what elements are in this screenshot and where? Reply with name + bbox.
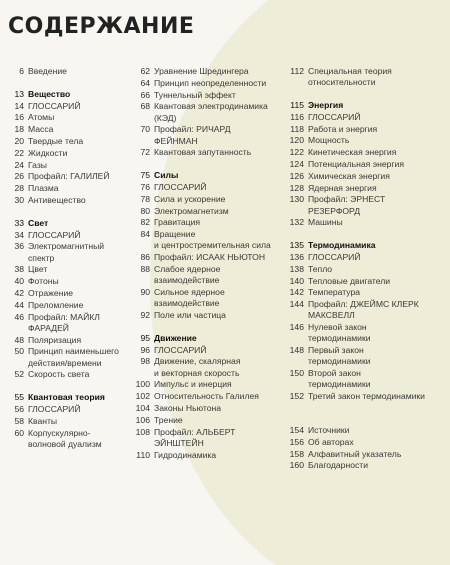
section-spacer [4,78,124,89]
toc-entry[interactable] [284,112,446,123]
toc-column-2 [130,66,280,461]
toc-entry-title: Преломление [28,299,84,310]
toc-entry[interactable] [130,66,280,77]
toc-entry[interactable] [130,147,280,158]
toc-page-number: 158 [289,448,304,459]
toc-entry-title: Работа и энергия [308,123,378,134]
toc-entry[interactable] [130,310,280,321]
toc-entry[interactable] [4,369,124,380]
toc-entry[interactable] [284,368,446,390]
toc-page-number: 66 [140,89,150,100]
toc-entry[interactable] [284,425,446,436]
toc-entry-title: Первый закон термодинамики [308,345,371,367]
toc-page-number: 106 [135,414,150,425]
toc-entry[interactable] [130,403,280,414]
toc-entry-title: Слабое ядерное взаимодействие [154,263,221,286]
toc-entry-title: Кванты [28,415,58,426]
section-spacer [284,403,446,414]
toc-page-number: 124 [289,158,304,169]
toc-entry[interactable] [284,322,446,344]
toc-page-number: 86 [140,252,150,263]
toc-entry-title: Уравнение Шредингера [154,66,249,76]
toc-entry-title: ГЛОССАРИЙ [28,403,81,414]
toc-entry-title: Алфавитный указатель [308,448,402,459]
toc-entry[interactable] [4,230,124,241]
toc-entry-title: Корпускулярно- волновой дуализм [28,427,102,449]
toc-entry[interactable] [4,183,124,194]
toc-entry-title: Поле или частица [154,309,226,320]
toc-entry[interactable] [284,66,446,88]
toc-column-1 [4,66,124,451]
toc-entry[interactable] [284,124,446,135]
toc-entry-title: Движение, скалярная и векторная скорость [154,356,241,378]
toc-entry-title: Термодинамика [308,240,376,251]
toc-page-number: 6 [19,66,24,76]
toc-entry-title: Принцип наименьшего действия/времени [28,346,119,368]
section-spacer [130,322,280,333]
section-spacer [284,229,446,240]
toc-entry-title: Импульс и инерция [154,379,232,390]
toc-page-number: 156 [289,436,304,447]
toc-page-number: 98 [140,356,150,367]
toc-entry[interactable] [130,391,280,402]
toc-page-number: 26 [14,171,24,182]
toc-section-heading[interactable] [130,170,280,181]
toc-page-number: 122 [289,147,304,158]
toc-entry-title: Сила и ускорение [154,193,226,204]
toc-entry[interactable] [284,276,446,287]
toc-entry-title: Законы Ньютона [154,402,222,413]
toc-page-number: 126 [289,170,304,181]
toc-entry[interactable] [130,287,280,309]
toc-entry-title: Антивещество [28,194,86,205]
toc-entry-title: Температура [308,287,361,298]
toc-entry-title: ГЛОССАРИЙ [28,229,81,240]
toc-entry-title: Электромагнетизм [154,205,229,216]
toc-entry[interactable] [4,276,124,287]
toc-entry-title: Химическая энергия [308,170,390,181]
toc-entry[interactable] [130,124,280,146]
toc-page-number: 118 [290,123,304,134]
toc-entry[interactable] [130,206,280,217]
toc-entry-title: Об авторах [308,436,354,447]
toc-entry[interactable] [284,449,446,460]
toc-entry[interactable] [4,124,124,135]
toc-entry-title: Фотоны [28,276,59,287]
toc-entry-title: Электромагнитный спектр [28,241,105,263]
toc-entry-title: Относительность Галилея [154,391,259,402]
toc-entry-title: Вещество [28,88,71,99]
toc-page-number: 132 [289,217,304,228]
toc-page-number: 82 [140,217,150,228]
toc-entry-title: Машины [308,217,343,228]
toc-entry[interactable] [4,136,124,147]
toc-entry[interactable] [130,194,280,205]
toc-entry[interactable] [130,78,280,89]
toc-entry-title: Профайл: АЛЬБЕРТ ЭЙНШТЕЙН [154,426,236,448]
toc-page-number: 14 [14,100,24,111]
section-spacer [130,159,280,170]
toc-entry[interactable] [4,416,124,427]
toc-entry-title: Жидкости [28,147,68,158]
toc-page-number: 52 [14,369,24,380]
toc-entry-title: Туннельный эффект [154,89,236,100]
toc-entry[interactable] [130,252,280,263]
toc-entry[interactable] [130,450,280,461]
toc-entry-title: Отражение [28,287,74,298]
toc-entry[interactable] [284,159,446,170]
toc-entry[interactable] [130,427,280,449]
section-spacer [4,207,124,218]
toc-section-heading[interactable] [4,392,124,403]
toc-entry[interactable] [4,160,124,171]
toc-page-number: 56 [14,403,24,414]
toc-page-number: 148 [289,345,304,356]
toc-entry[interactable] [4,404,124,415]
toc-page-number: 16 [14,112,24,123]
toc-page-number: 68 [140,101,150,112]
toc-page-number: 46 [14,311,24,322]
toc-entry-title: Цвет [28,264,48,275]
toc-entry[interactable] [130,182,280,193]
toc-column-3 [284,66,446,472]
toc-entry[interactable] [284,194,446,216]
toc-page-number: 13 [14,88,24,99]
toc-page-number: 142 [289,287,304,298]
toc-entry[interactable] [284,183,446,194]
toc-section-heading[interactable] [130,333,280,344]
toc-entry[interactable] [4,101,124,112]
toc-entry-title: Ядерная энергия [308,182,377,193]
toc-entry-title: Второй закон термодинамики [308,368,371,390]
toc-page-number: 135 [289,240,304,251]
toc-entry-title: Энергия [308,100,344,110]
toc-entry-title: Профайл: МАЙКЛ ФАРАДЕЙ [28,311,100,333]
toc-entry-title: ГЛОССАРИЙ [308,111,361,122]
toc-page-number: 20 [14,135,24,146]
toc-entry-title: Сильное ядерное взаимодействие [154,286,225,309]
toc-page-number: 146 [289,322,304,333]
toc-page-number: 70 [140,124,150,135]
toc-entry-title: Профайл: РИЧАРД ФЕЙНМАН [154,124,231,146]
toc-entry[interactable] [284,460,446,471]
toc-entry-title: Атомы [28,112,55,123]
toc-page-number: 150 [289,368,304,379]
toc-entry[interactable] [284,264,446,275]
toc-entry-title: Нулевой закон термодинамики [308,322,371,344]
toc-entry[interactable] [130,101,280,123]
toc-page-number: 24 [14,159,24,170]
toc-entry[interactable] [4,346,124,368]
toc-entry[interactable] [4,148,124,159]
toc-entry-title: Профайл: ГАЛИЛЕЙ [28,171,110,182]
toc-page-number: 62 [140,66,150,76]
toc-entry-title: Движение [154,332,197,343]
toc-entry-title: Газы [28,159,47,170]
toc-entry[interactable] [4,195,124,206]
toc-entry-title: Гидродинамика [154,449,217,460]
toc-entry[interactable] [284,287,446,298]
toc-entry-title: Масса [28,124,54,135]
toc-section-heading[interactable] [284,240,446,251]
toc-page-number: 154 [289,424,304,435]
toc-entry-title: Мощность [308,135,350,146]
toc-page-number: 96 [140,344,150,355]
page-title: СОДЕРЖАНИЕ [8,14,195,39]
toc-page-number: 128 [289,182,304,193]
toc-entry[interactable] [284,135,446,146]
toc-entry[interactable] [4,66,124,77]
toc-entry-title: Тепло [308,263,333,274]
toc-page-number: 75 [140,170,150,181]
toc-section-heading[interactable] [4,89,124,100]
toc-page-number: 50 [14,346,24,357]
toc-entry[interactable] [284,252,446,263]
toc-page-number: 80 [140,205,150,216]
toc-page-number: 48 [14,334,24,345]
toc-page-number: 95 [140,332,150,343]
toc-entry[interactable] [4,300,124,311]
toc-page-number: 116 [290,111,304,122]
toc-entry[interactable] [284,171,446,182]
toc-entry-title: Скорость света [28,369,90,380]
toc-entry-title: Тепловые двигатели [308,275,391,286]
toc-page-number: 112 [290,66,304,76]
toc-entry-title: Профайл: ЭРНЕСТ РЕЗЕРФОРД [308,194,386,216]
toc-section-heading[interactable] [284,100,446,111]
toc-entry[interactable] [4,171,124,182]
toc-entry[interactable] [284,217,446,228]
toc-entry-title: Квантовая теория [28,392,105,403]
toc-entry[interactable] [4,241,124,263]
toc-entry-title: Трение [154,414,183,425]
toc-page-number: 92 [140,309,150,320]
toc-entry[interactable] [284,299,446,321]
toc-page-number: 152 [289,391,304,402]
toc-entry-title: Профайл: ДЖЕЙМС КЛЕРК МАКСВЕЛЛ [308,299,419,321]
toc-entry[interactable] [130,229,280,251]
toc-page-number: 136 [289,251,304,262]
toc-entry-title: Специальная теория относительности [308,66,392,88]
toc-entry-title: Твердые тела [28,135,84,146]
toc-entry[interactable] [130,379,280,390]
toc-page-number: 115 [290,100,304,110]
toc-entry[interactable] [130,90,280,101]
toc-page-number: 76 [140,181,150,192]
section-spacer [284,414,446,425]
toc-entry-title: ГЛОССАРИЙ [308,251,361,262]
toc-page-number: 30 [14,194,24,205]
toc-entry-title: Принцип неопределенности [154,77,267,88]
toc-entry-title: Свет [28,217,49,228]
toc-entry-title: Кинетическая энергия [308,147,397,158]
section-spacer [284,89,446,100]
toc-page-number: 120 [289,135,304,146]
toc-page-number: 160 [289,460,304,471]
toc-entry-title: Силы [154,170,179,181]
toc-entry-title: Потенциальная энергия [308,158,404,169]
toc-page-number: 72 [140,147,150,158]
toc-page-number: 140 [289,275,304,286]
toc-entry-title: Поляризация [28,334,82,345]
toc-entry[interactable] [4,335,124,346]
toc-section-heading[interactable] [4,218,124,229]
toc-entry[interactable] [4,264,124,275]
toc-entry[interactable] [130,264,280,286]
toc-page-number: 42 [14,287,24,298]
toc-page-number: 58 [14,415,24,426]
toc-entry-title: ГЛОССАРИЙ [28,100,81,111]
toc-page-number: 88 [140,263,150,274]
toc-entry-title: ГЛОССАРИЙ [154,181,207,192]
toc-page-number: 34 [14,229,24,240]
toc-entry-title: Введение [28,66,67,76]
toc-entry-title: Плазма [28,183,59,194]
toc-page-number: 55 [14,392,24,403]
toc-entry[interactable] [284,147,446,158]
toc-entry-title: ГЛОССАРИЙ [154,344,207,355]
toc-page-number: 130 [289,194,304,205]
toc-entry-title: Квантовая электродинамика (КЭД) [154,101,268,123]
section-spacer [4,381,124,392]
toc-page-number: 60 [14,427,24,438]
toc-page-number: 28 [14,183,24,194]
toc-entry-title: Гравитация [154,217,201,228]
toc-page-number: 100 [135,379,150,390]
toc-entry-title: Благодарности [308,460,369,471]
toc-page-number: 64 [140,77,150,88]
toc-entry[interactable] [130,356,280,378]
toc-entry-title: Профайл: ИСААК НЬЮТОН [154,252,266,263]
toc-entry[interactable] [130,217,280,228]
toc-entry[interactable] [130,415,280,426]
toc-page-number: 22 [14,147,24,158]
toc-page-number: 78 [140,193,150,204]
toc-page-number: 33 [14,217,24,228]
toc-entry-title: Квантовая запутанность [154,147,252,158]
toc-page-number: 90 [140,286,150,297]
toc-page-number: 110 [136,449,150,460]
toc-entry[interactable] [284,345,446,367]
toc-page-number: 38 [14,264,24,275]
toc-page-number: 36 [14,241,24,252]
toc-entry-title: Третий закон термодинамики [308,391,425,402]
toc-page-number: 104 [135,402,150,413]
toc-page-number: 138 [289,263,304,274]
toc-entry[interactable] [4,428,124,450]
toc-page-number: 102 [135,391,150,402]
toc-page-number: 108 [135,426,150,437]
toc-entry[interactable] [130,345,280,356]
toc-entry[interactable] [4,112,124,123]
toc-entry[interactable] [284,391,446,402]
toc-page-number: 144 [289,299,304,310]
toc-entry[interactable] [4,288,124,299]
toc-entry[interactable] [4,312,124,334]
toc-entry[interactable] [284,437,446,448]
toc-entry-title: Источники [308,424,350,435]
toc-page-number: 84 [140,229,150,240]
toc-entry-title: Вращение и центростремительная сила [154,229,271,251]
toc-page-number: 18 [14,124,24,135]
toc-page-number: 44 [14,299,24,310]
toc-page-number: 40 [14,276,24,287]
